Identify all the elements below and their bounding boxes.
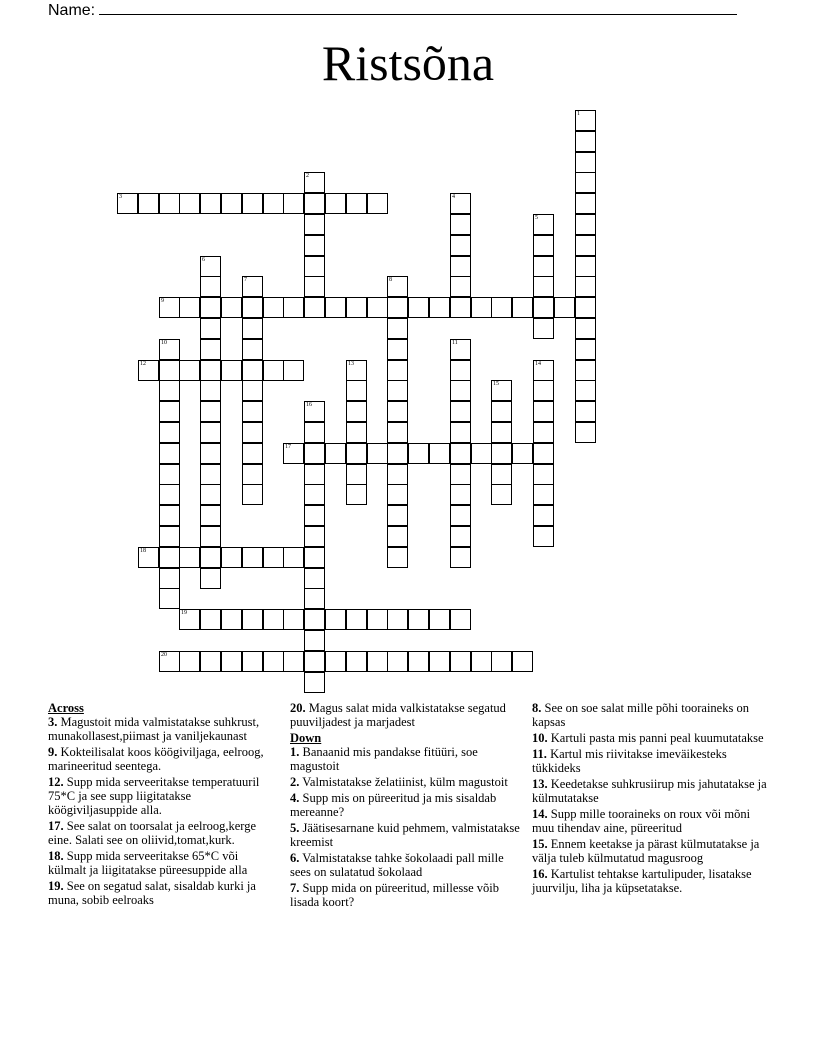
grid-cell[interactable] — [179, 547, 200, 568]
grid-cell[interactable] — [575, 401, 596, 422]
grid-cell[interactable] — [200, 297, 221, 318]
grid-cell[interactable] — [387, 401, 408, 422]
grid-cell[interactable] — [200, 276, 221, 297]
grid-cell[interactable] — [367, 443, 388, 464]
clues-column-1 — [48, 701, 278, 909]
clue-across-18: 18. Supp mida serveeritakse 65*C või külmalt ja liigitatakse püreesuppide alla — [48, 849, 248, 877]
grid-cell[interactable] — [533, 422, 554, 443]
grid-cell[interactable] — [450, 505, 471, 526]
grid-cell[interactable] — [387, 276, 408, 297]
grid-cell[interactable] — [533, 526, 554, 547]
grid-cell[interactable] — [159, 651, 180, 672]
grid-cell[interactable] — [408, 443, 429, 464]
clue-number: 14 — [535, 361, 541, 367]
grid-cell[interactable] — [304, 256, 325, 277]
grid-cell[interactable] — [179, 609, 200, 630]
grid-cell[interactable] — [450, 256, 471, 277]
clue-number: 10 — [161, 340, 167, 346]
grid-cell[interactable] — [387, 297, 408, 318]
grid-cell[interactable] — [304, 547, 325, 568]
grid-cell[interactable] — [283, 360, 304, 381]
grid-cell[interactable] — [263, 193, 284, 214]
grid-cell[interactable] — [304, 588, 325, 609]
grid-cell[interactable] — [242, 484, 263, 505]
grid-cell[interactable] — [533, 318, 554, 339]
grid-cell[interactable] — [429, 609, 450, 630]
grid-cell[interactable] — [512, 443, 533, 464]
clue-down-11: 11. Kartul mis riivitakse imeväikesteks tükkideks — [532, 747, 727, 775]
grid-cell[interactable] — [575, 193, 596, 214]
grid-cell[interactable] — [450, 464, 471, 485]
grid-cell[interactable] — [304, 443, 325, 464]
grid-cell[interactable] — [304, 276, 325, 297]
grid-cell[interactable] — [221, 609, 242, 630]
grid-cell[interactable] — [387, 380, 408, 401]
grid-cell[interactable] — [450, 297, 471, 318]
grid-cell[interactable] — [200, 443, 221, 464]
across-heading: Across — [48, 701, 84, 715]
grid-cell[interactable] — [450, 651, 471, 672]
grid-cell[interactable] — [450, 526, 471, 547]
grid-cell[interactable] — [304, 193, 325, 214]
grid-cell[interactable] — [263, 609, 284, 630]
grid-cell[interactable] — [242, 401, 263, 422]
grid-cell[interactable] — [387, 609, 408, 630]
grid-cell[interactable] — [512, 297, 533, 318]
grid-cell[interactable] — [304, 651, 325, 672]
clue-number: 3 — [119, 194, 122, 200]
grid-cell[interactable] — [408, 651, 429, 672]
grid-cell[interactable] — [159, 464, 180, 485]
clue-down-15: 15. Ennem keetakse ja pärast külmutatakse ja välja tuleb külmutatud magusroog — [532, 837, 760, 865]
grid-cell[interactable] — [200, 464, 221, 485]
grid-cell[interactable] — [179, 193, 200, 214]
grid-cell[interactable] — [304, 214, 325, 235]
grid-cell[interactable] — [200, 547, 221, 568]
grid-cell[interactable] — [450, 360, 471, 381]
grid-cell[interactable] — [387, 339, 408, 360]
grid-cell[interactable] — [450, 401, 471, 422]
clue-across-17: 17. See salat on toorsalat ja eelroog,kerge eine. Salati see on oliivid,tomat,kurk. — [48, 819, 257, 847]
grid-cell[interactable] — [263, 297, 284, 318]
clue-down-16: 16. Kartulist tehtakse kartulipuder, lisatakse juurvilju, liha ja küpsetatakse. — [532, 867, 752, 895]
grid-cell[interactable] — [283, 609, 304, 630]
page-title: Ristsõna — [321, 35, 495, 91]
grid-cell[interactable] — [117, 193, 138, 214]
grid-cell[interactable] — [387, 360, 408, 381]
grid-cell[interactable] — [450, 235, 471, 256]
grid-cell[interactable] — [533, 380, 554, 401]
grid-cell[interactable] — [450, 193, 471, 214]
grid-cell[interactable] — [221, 193, 242, 214]
grid-cell[interactable] — [159, 297, 180, 318]
clue-number: 11 — [452, 340, 458, 346]
grid-cell[interactable] — [575, 380, 596, 401]
grid-cell[interactable] — [242, 276, 263, 297]
grid-cell[interactable] — [159, 443, 180, 464]
grid-cell[interactable] — [346, 297, 367, 318]
clue-down-10: 10. Kartuli pasta mis panni peal kuumutatakse — [532, 731, 764, 745]
grid-cell[interactable] — [450, 380, 471, 401]
grid-cell[interactable] — [200, 360, 221, 381]
grid-cell[interactable] — [387, 547, 408, 568]
grid-cell[interactable] — [450, 422, 471, 443]
grid-cell[interactable] — [159, 339, 180, 360]
clue-number: 8 — [389, 277, 392, 283]
clue-down-7: 7. Supp mida on püreeritud, millesse võib lisada koort? — [290, 881, 500, 909]
grid-cell[interactable] — [346, 380, 367, 401]
grid-cell[interactable] — [179, 360, 200, 381]
clue-across-3: 3. Magustoit mida valmistatakse suhkrust, munakollasest,piimast ja vaniljekaunast — [48, 715, 260, 743]
grid-cell[interactable] — [575, 214, 596, 235]
grid-cell[interactable] — [471, 297, 492, 318]
grid-cell[interactable] — [242, 651, 263, 672]
grid-cell[interactable] — [304, 172, 325, 193]
grid-cell[interactable] — [304, 526, 325, 547]
grid-cell[interactable] — [575, 339, 596, 360]
grid-cell[interactable] — [242, 297, 263, 318]
grid-cell[interactable] — [346, 193, 367, 214]
grid-cell[interactable] — [242, 422, 263, 443]
grid-cell[interactable] — [200, 380, 221, 401]
grid-cell[interactable] — [263, 547, 284, 568]
grid-cell[interactable] — [491, 297, 512, 318]
grid-cell[interactable] — [325, 193, 346, 214]
grid-cell[interactable] — [533, 443, 554, 464]
grid-cell[interactable] — [450, 339, 471, 360]
grid-cell[interactable] — [533, 505, 554, 526]
grid-cell[interactable] — [159, 526, 180, 547]
clue-number: 4 — [452, 194, 455, 200]
grid-cell[interactable] — [200, 651, 221, 672]
clue-across-9: 9. Kokteilisalat koos köögiviljaga, eelroog, marineeritud seentega. — [48, 745, 264, 773]
grid-cell[interactable] — [575, 152, 596, 173]
clue-down-4: 4. Supp mis on püreeritud ja mis sisaldab mereanne? — [290, 791, 497, 819]
grid-cell[interactable] — [159, 568, 180, 589]
grid-cell[interactable] — [325, 443, 346, 464]
clue-down-6: 6. Valmistatakse tahke šokolaadi pall mille sees on sulatatud šokolaad — [290, 851, 504, 879]
grid-cell[interactable] — [450, 443, 471, 464]
grid-cell[interactable] — [200, 484, 221, 505]
grid-cell[interactable] — [304, 464, 325, 485]
grid-cell[interactable] — [450, 214, 471, 235]
clues-column-2 — [290, 701, 522, 911]
grid-cell[interactable] — [242, 380, 263, 401]
grid-cell[interactable] — [533, 297, 554, 318]
clue-number: 20 — [161, 652, 167, 658]
grid-cell[interactable] — [304, 401, 325, 422]
grid-cell[interactable] — [325, 297, 346, 318]
grid-cell[interactable] — [200, 526, 221, 547]
grid-cell[interactable] — [200, 256, 221, 277]
grid-cell[interactable] — [491, 422, 512, 443]
grid-cell[interactable] — [304, 568, 325, 589]
grid-cell[interactable] — [242, 193, 263, 214]
grid-cell[interactable] — [367, 651, 388, 672]
grid-cell[interactable] — [283, 547, 304, 568]
grid-cell[interactable] — [200, 422, 221, 443]
grid-cell[interactable] — [179, 651, 200, 672]
grid-cell[interactable] — [346, 609, 367, 630]
grid-cell[interactable] — [325, 651, 346, 672]
grid-cell[interactable] — [491, 464, 512, 485]
grid-cell[interactable] — [450, 276, 471, 297]
grid-cell[interactable] — [221, 651, 242, 672]
clue-number: 19 — [181, 610, 187, 616]
grid-cell[interactable] — [159, 484, 180, 505]
grid-cell[interactable] — [242, 547, 263, 568]
grid-cell[interactable] — [242, 464, 263, 485]
grid-cell[interactable] — [491, 484, 512, 505]
grid-cell[interactable] — [450, 547, 471, 568]
grid-cell[interactable] — [346, 651, 367, 672]
clues-column-3 — [532, 701, 768, 897]
name-label: Name: — [48, 2, 96, 19]
clue-number: 12 — [140, 361, 146, 367]
clue-across-19: 19. See on segatud salat, sisaldab kurki ja muna, sobib eelroaks — [48, 879, 256, 907]
clue-number: 17 — [285, 444, 291, 450]
clue-number: 2 — [306, 173, 309, 179]
grid-cell[interactable] — [159, 401, 180, 422]
grid-cell[interactable] — [554, 297, 575, 318]
grid-cell[interactable] — [179, 297, 200, 318]
grid-cell[interactable] — [367, 297, 388, 318]
clue-number: 16 — [306, 402, 312, 408]
grid-cell[interactable] — [575, 235, 596, 256]
grid-cell[interactable] — [575, 172, 596, 193]
clue-down-13: 13. Keedetakse suhkrusiirup mis jahutatakse ja külmutatakse — [532, 777, 767, 805]
grid-cell[interactable] — [346, 360, 367, 381]
grid-cell[interactable] — [491, 443, 512, 464]
clue-across-12: 12. Supp mida serveeritakse temperatuuril 75*C ja see supp liigitatakse köögiviljasuppide alla. — [48, 775, 260, 817]
grid-cell[interactable] — [200, 505, 221, 526]
clue-number: 18 — [140, 548, 146, 554]
grid-cell[interactable] — [159, 380, 180, 401]
grid-cell[interactable] — [346, 401, 367, 422]
clue-number: 13 — [348, 361, 354, 367]
grid-cell[interactable] — [387, 443, 408, 464]
grid-cell[interactable] — [575, 297, 596, 318]
clue-down-5: 5. Jäätisesarnane kuid pehmem, valmistatakse kreemist — [290, 821, 520, 849]
grid-cell[interactable] — [304, 609, 325, 630]
grid-cell[interactable] — [512, 651, 533, 672]
grid-cell[interactable] — [242, 318, 263, 339]
clue-down-14: 14. Supp mille tooraineks on roux või mõni muu tihendav aine, püreeritud — [532, 807, 751, 835]
grid-cell[interactable] — [429, 443, 450, 464]
grid-cell[interactable] — [283, 297, 304, 318]
grid-cell[interactable] — [138, 547, 159, 568]
grid-cell[interactable] — [304, 297, 325, 318]
grid-cell[interactable] — [263, 651, 284, 672]
grid-cell[interactable] — [491, 651, 512, 672]
grid-cell[interactable] — [159, 422, 180, 443]
clue-number: 7 — [244, 277, 247, 283]
grid-cell[interactable] — [138, 360, 159, 381]
grid-cell[interactable] — [200, 193, 221, 214]
grid-cell[interactable] — [367, 193, 388, 214]
grid-cell[interactable] — [159, 360, 180, 381]
grid-cell[interactable] — [533, 360, 554, 381]
grid-cell[interactable] — [283, 651, 304, 672]
grid-cell[interactable] — [575, 318, 596, 339]
clue-number: 15 — [493, 381, 499, 387]
grid-cell[interactable] — [200, 568, 221, 589]
grid-cell[interactable] — [533, 484, 554, 505]
clue-number: 9 — [161, 298, 164, 304]
grid-cell[interactable] — [346, 443, 367, 464]
grid-cell[interactable] — [491, 401, 512, 422]
down-heading: Down — [290, 731, 322, 745]
clue-down-8: 8. See on soe salat mille põhi tooraineks on kapsas — [532, 701, 749, 729]
grid-cell[interactable] — [575, 131, 596, 152]
grid-cell[interactable] — [242, 360, 263, 381]
grid-cell[interactable] — [346, 422, 367, 443]
grid-cell[interactable] — [367, 609, 388, 630]
grid-cell[interactable] — [387, 505, 408, 526]
grid-cell[interactable] — [200, 318, 221, 339]
grid-cell[interactable] — [159, 588, 180, 609]
grid-cell[interactable] — [533, 214, 554, 235]
grid-cell[interactable] — [471, 443, 492, 464]
clue-number: 5 — [535, 215, 538, 221]
grid-cell[interactable] — [200, 339, 221, 360]
grid-cell[interactable] — [533, 401, 554, 422]
grid-cell[interactable] — [387, 464, 408, 485]
grid-cell[interactable] — [200, 401, 221, 422]
grid-cell[interactable] — [346, 464, 367, 485]
grid-cell[interactable] — [533, 256, 554, 277]
grid-cell[interactable] — [450, 609, 471, 630]
grid-cell[interactable] — [408, 297, 429, 318]
grid-cell[interactable] — [242, 339, 263, 360]
grid-cell[interactable] — [575, 360, 596, 381]
grid-cell[interactable] — [200, 609, 221, 630]
grid-cell[interactable] — [263, 360, 284, 381]
grid-cell[interactable] — [533, 235, 554, 256]
grid-cell[interactable] — [304, 422, 325, 443]
grid-cell[interactable] — [346, 484, 367, 505]
grid-cell[interactable] — [471, 651, 492, 672]
grid-cell[interactable] — [491, 380, 512, 401]
clue-across-20: 20. Magus salat mida valkistatakse segatud puuviljadest ja marjadest — [290, 701, 506, 729]
grid-cell[interactable] — [429, 651, 450, 672]
grid-cell[interactable] — [575, 422, 596, 443]
grid-cell[interactable] — [575, 276, 596, 297]
grid-cell[interactable] — [575, 256, 596, 277]
grid-cell[interactable] — [221, 547, 242, 568]
grid-cell[interactable] — [387, 526, 408, 547]
grid-cell[interactable] — [159, 505, 180, 526]
grid-cell[interactable] — [304, 484, 325, 505]
grid-cell[interactable] — [304, 630, 325, 651]
grid-cell[interactable] — [159, 547, 180, 568]
grid-cell[interactable] — [387, 651, 408, 672]
grid-cell[interactable] — [533, 464, 554, 485]
grid-cell[interactable] — [138, 193, 159, 214]
grid-cell[interactable] — [387, 484, 408, 505]
grid-cell[interactable] — [325, 609, 346, 630]
grid-cell[interactable] — [304, 505, 325, 526]
grid-cell[interactable] — [387, 318, 408, 339]
grid-cell[interactable] — [304, 672, 325, 693]
grid-cell[interactable] — [533, 276, 554, 297]
grid-cell[interactable] — [221, 297, 242, 318]
grid-cell[interactable] — [159, 193, 180, 214]
grid-cell[interactable] — [221, 360, 242, 381]
clue-number: 6 — [202, 257, 205, 263]
grid-cell[interactable] — [304, 235, 325, 256]
clue-down-1: 1. Banaanid mis pandakse fitüüri, soe magustoit — [290, 745, 478, 773]
grid-cell[interactable] — [242, 609, 263, 630]
grid-cell[interactable] — [429, 297, 450, 318]
clue-down-2: 2. Valmistatakse želatiinist, külm magustoit — [290, 775, 508, 789]
grid-cell[interactable] — [387, 422, 408, 443]
grid-cell[interactable] — [450, 484, 471, 505]
grid-cell[interactable] — [408, 609, 429, 630]
grid-cell[interactable] — [575, 110, 596, 131]
grid-cell[interactable] — [283, 443, 304, 464]
grid-cell[interactable] — [242, 443, 263, 464]
clue-number: 1 — [577, 111, 580, 117]
grid-cell[interactable] — [283, 193, 304, 214]
